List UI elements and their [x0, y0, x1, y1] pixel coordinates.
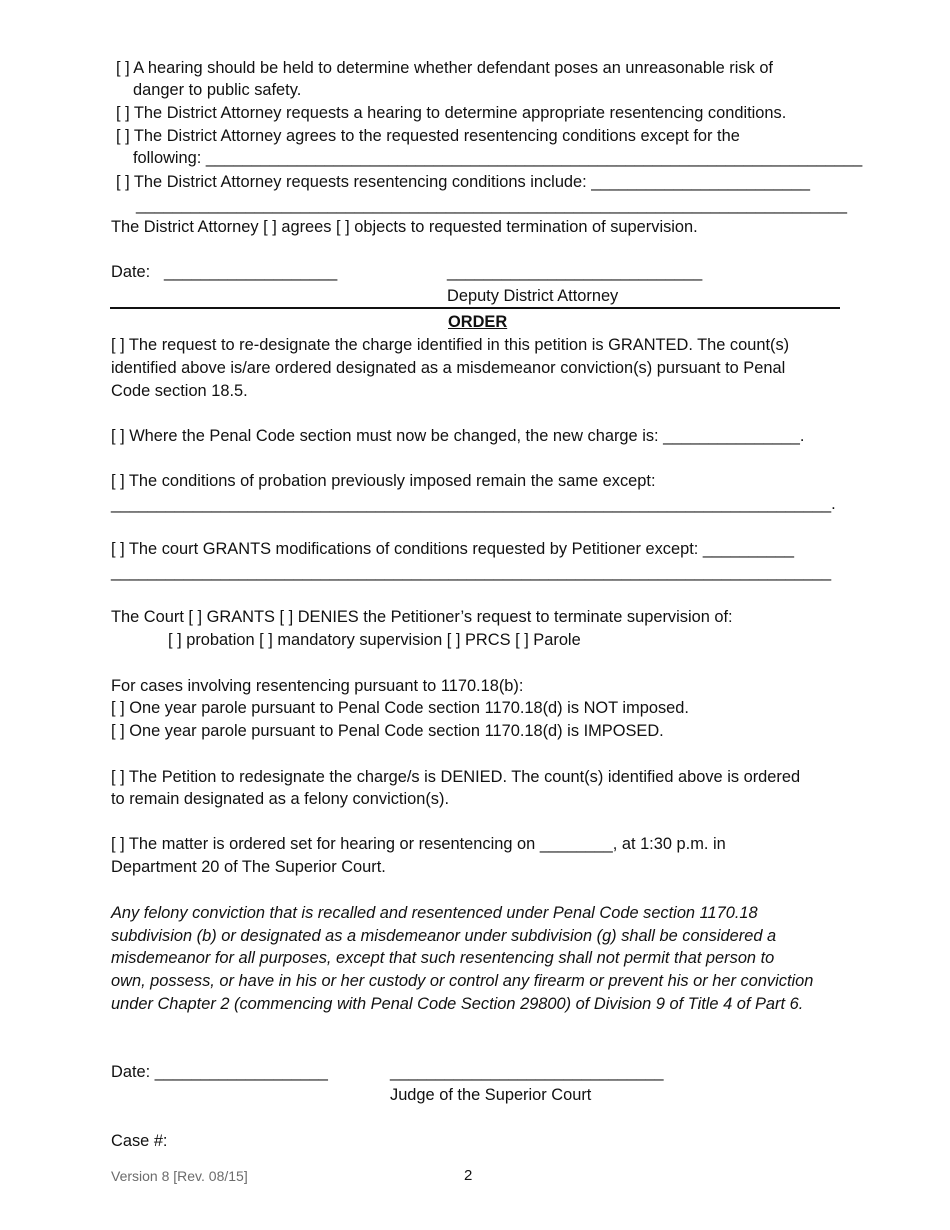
da-item-1-line2: danger to public safety. [133, 81, 302, 99]
firearm-notice-line5: under Chapter 2 (commencing with Penal Code Section 29800) of Division 9 of Title 4 of Part 6. [111, 995, 804, 1013]
order-redesignate-line2: identified above is/are ordered designated as a misdemeanor conviction(s) pursuant to Penal [111, 359, 786, 377]
judge-signature-blank: ______________________________ [390, 1063, 664, 1081]
order-new-charge: [ ] Where the Penal Code section must now be changed, the new charge is: _______________. [111, 427, 805, 445]
order-redesignate-line3: Code section 18.5. [111, 382, 248, 400]
firearm-notice-line4: own, possess, or have in his or her custody or control any firearm or prevent his or her conviction [111, 972, 814, 990]
order-parole-imposed: [ ] One year parole pursuant to Penal Code section 1170.18(d) is IMPOSED. [111, 722, 664, 740]
section-divider [110, 307, 840, 309]
order-hearing-line2: Department 20 of The Superior Court. [111, 858, 386, 876]
order-parole-not-imposed: [ ] One year parole pursuant to Penal Code section 1170.18(d) is NOT imposed. [111, 699, 689, 717]
order-resentencing-intro: For cases involving resentencing pursuant to 1170.18(b): [111, 677, 524, 695]
da-date-label: Date: [111, 263, 151, 281]
da-date-blank: ___________________ [164, 263, 338, 281]
order-hearing-line1: [ ] The matter is ordered set for hearing or resentencing on ________, at 1:30 p.m. in [111, 835, 726, 853]
order-supervision-types: [ ] probation [ ] mandatory supervision [ ] PRCS [ ] Parole [168, 631, 581, 649]
da-signature-label: Deputy District Attorney [447, 287, 619, 305]
da-item-4-line1: [ ] The District Attorney requests resentencing conditions include: ________________________ [116, 173, 811, 191]
order-denied-line1: [ ] The Petition to redesignate the charge/s is DENIED. The count(s) identified above is ordered [111, 768, 801, 786]
da-signature-blank: ____________________________ [447, 263, 703, 281]
footer-version: Version 8 [Rev. 08/15] [111, 1168, 248, 1184]
order-denied-line2: to remain designated as a felony conviction(s). [111, 790, 450, 808]
da-item-1-line1: [ ] A hearing should be held to determine whether defendant poses an unreasonable risk of [116, 59, 773, 77]
judge-signature-label: Judge of the Superior Court [390, 1086, 592, 1104]
firearm-notice-line1: Any felony conviction that is recalled and resentenced under Penal Code section 1170.18 [111, 904, 758, 922]
firearm-notice-line2: subdivision (b) or designated as a misdemeanor under subdivision (g) shall be considered a [111, 927, 777, 945]
order-modifications-blank: _______________________________________________________________________________ [111, 563, 832, 581]
order-probation-blank: _______________________________________________________________________________. [111, 495, 836, 513]
da-item-2-line1: [ ] The District Attorney requests a hearing to determine appropriate resentencing conditions. [116, 104, 787, 122]
order-probation-conditions: [ ] The conditions of probation previously imposed remain the same except: [111, 472, 656, 490]
da-item-4-line2: ______________________________________________________________________________ [136, 196, 848, 214]
da-item-3-line2: following: ________________________________________________________________________ [133, 149, 863, 167]
page-number: 2 [464, 1167, 473, 1184]
firearm-notice-line3: misdemeanor for all purposes, except that such resentencing shall not permit that person to [111, 949, 775, 967]
order-date-label: Date: ___________________ [111, 1063, 328, 1081]
case-number-label: Case #: [111, 1132, 168, 1150]
order-terminate-request: The Court [ ] GRANTS [ ] DENIES the Petitioner’s request to terminate supervision of: [111, 608, 733, 626]
da-supervision-line: The District Attorney [ ] agrees [ ] objects to requested termination of supervision. [111, 218, 698, 236]
order-heading: ORDER [448, 313, 508, 331]
da-item-3-line1: [ ] The District Attorney agrees to the requested resentencing conditions except for the [116, 127, 740, 145]
order-modifications: [ ] The court GRANTS modifications of conditions requested by Petitioner except: __________ [111, 540, 795, 558]
order-redesignate-line1: [ ] The request to re-designate the charge identified in this petition is GRANTED. The count(s) [111, 336, 790, 354]
